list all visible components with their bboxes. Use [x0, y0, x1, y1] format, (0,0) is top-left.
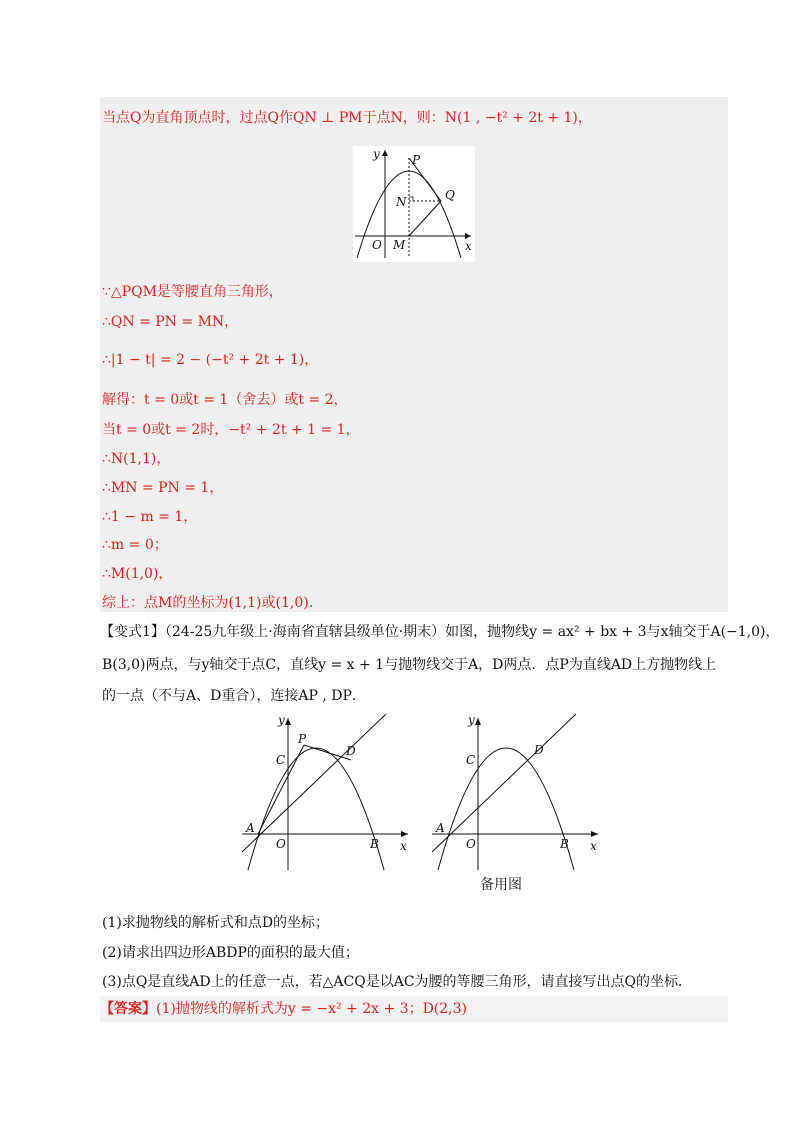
label-m: M: [393, 238, 406, 252]
label-x: x: [590, 839, 597, 853]
line-ad: [242, 714, 386, 852]
answer-line: [100, 999, 467, 1019]
solution-line-7: ∴N(1,1)，: [102, 451, 171, 467]
figure-2-caption: 备用图: [480, 877, 522, 893]
label-x: x: [465, 239, 472, 253]
segment-mq: [409, 201, 441, 236]
question-3: (3)点Q是直线AD上的任意一点，若△ACQ是以AC为腰的等腰三角形，请直接写出点Q的坐标．: [102, 974, 693, 990]
solution-line-10: ∴m = 0；: [102, 537, 168, 553]
label-x: x: [400, 839, 407, 853]
y-axis-arrow: [475, 718, 481, 725]
solution-line-9: ∴1 − m = 1，: [102, 509, 198, 525]
solution-line-8: ∴MN = PN = 1，: [102, 480, 224, 496]
solution-line-1: 当点Q为直角顶点时，过点Q作QN ⊥ PM于点N，则：N(1 , −t² + 2t + 1)，: [102, 110, 592, 126]
label-c: C: [466, 753, 476, 767]
label-b: B: [370, 837, 379, 851]
solution-line-12: 综上：点M的坐标为(1,1)或(1,0).: [102, 595, 314, 611]
solution-figure: [353, 146, 475, 262]
solution-line-3: ∴QN = PN = MN，: [102, 314, 239, 330]
label-n: N: [396, 195, 407, 209]
label-c: C: [276, 753, 286, 767]
solution-line-4: ∴|1 − t| = 2 − (−t² + 2t + 1)，: [102, 352, 319, 368]
segment-pd: [304, 745, 351, 760]
label-o: O: [466, 837, 476, 851]
label-d: D: [534, 743, 544, 757]
parabola: [438, 748, 574, 870]
solution-line-6: 当t = 0或t = 2时，−t² + 2t + 1 = 1，: [102, 422, 360, 438]
label-a: A: [436, 821, 445, 835]
label-o: O: [372, 238, 382, 252]
question-2: (2)请求出四边形ABDP的面积的最大值；: [102, 945, 359, 961]
label-y: y: [278, 713, 285, 727]
label-d: D: [346, 744, 356, 758]
problem-line-1: 【变式1】（24-25九年级上·海南省直辖县级单位·期末）如图，抛物线y = ax² + bx + 3与x轴交于A(−1,0)，: [100, 624, 780, 640]
parabola-pqm-diagram: [353, 146, 475, 262]
problem-figure-2: [426, 712, 606, 872]
label-b: B: [560, 837, 569, 851]
label-y: y: [468, 713, 475, 727]
answer-tag: 【答案】: [100, 1001, 156, 1017]
y-axis-arrow: [382, 150, 388, 156]
line-ad: [432, 714, 576, 852]
solution-line-2: ∵△PQM是等腰直角三角形，: [102, 284, 283, 300]
problem-line-2: B(3,0)两点，与y轴交于点C，直线y = x + 1与抛物线交于A，D两点．点P为直线AD上方抛物线上: [102, 657, 717, 673]
problem-line-3: 的一点（不与A、D重合），连接AP , DP．: [102, 688, 366, 704]
parabola-backup-diagram: [426, 712, 606, 872]
parabola-apd-diagram: [236, 712, 416, 872]
label-p: P: [412, 153, 421, 167]
label-o: O: [276, 837, 286, 851]
question-1: (1)求抛物线的解析式和点D的坐标；: [102, 915, 330, 931]
label-y: y: [373, 147, 380, 161]
answer-text: (1)抛物线的解析式为y = −x² + 2x + 3；D(2,3): [156, 1001, 467, 1017]
problem-figure-1: [236, 712, 416, 872]
label-q: Q: [445, 188, 455, 202]
solution-line-5: 解得：t = 0或t = 1（舍去）或t = 2，: [102, 392, 348, 408]
solution-line-11: ∴M(1,0)，: [102, 566, 173, 582]
x-axis-arrow: [591, 831, 598, 837]
x-axis-arrow: [401, 831, 408, 837]
y-axis-arrow: [285, 718, 291, 725]
right-angle-mark: [409, 197, 413, 201]
parabola: [248, 748, 384, 870]
label-a: A: [246, 821, 255, 835]
label-p: P: [298, 732, 307, 746]
